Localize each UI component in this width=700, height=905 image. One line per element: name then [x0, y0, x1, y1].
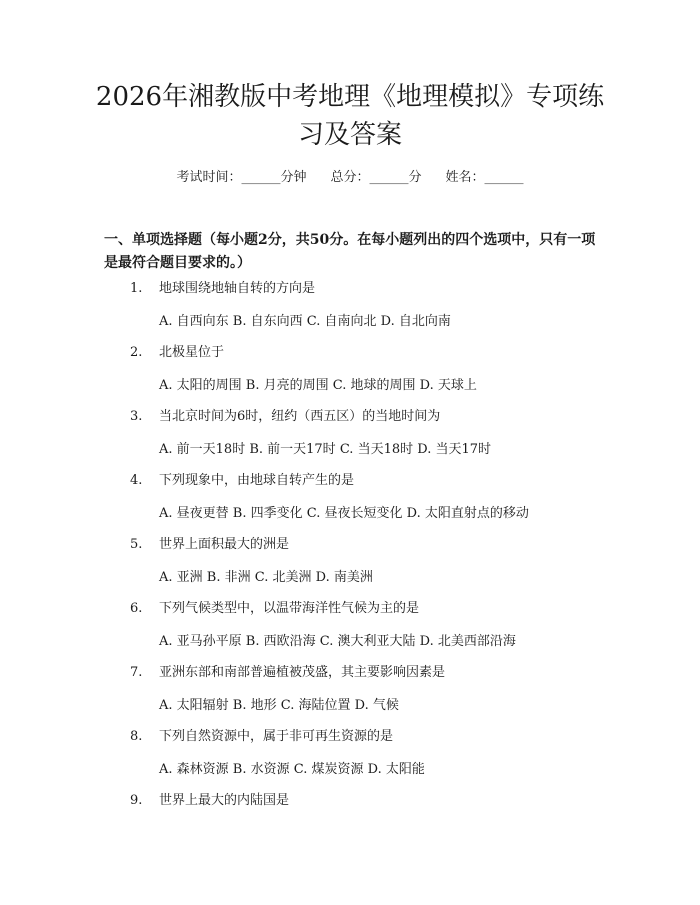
question-options: A. 森林资源 B. 水资源 C. 煤炭资源 D. 太阳能 [159, 762, 425, 777]
question-text: 亚洲东部和南部普遍植被茂盛，其主要影响因素是 [159, 665, 446, 680]
question-7 [0, 663, 700, 727]
student-name-field: 姓名：______ [445, 170, 524, 185]
question-text: 下列自然资源中，属于非可再生资源的是 [159, 729, 394, 744]
question-number: 1. [130, 281, 143, 296]
question-list [0, 279, 700, 855]
question-1 [0, 279, 700, 343]
question-stem [130, 471, 354, 491]
question-9 [0, 791, 700, 855]
exam-time-field: 考试时间：______分钟 [176, 170, 307, 185]
question-options: A. 太阳辐射 B. 地形 C. 海陆位置 D. 气候 [159, 698, 399, 713]
question-options: A. 亚洲 B. 非洲 C. 北美洲 D. 南美洲 [159, 570, 373, 585]
exam-meta [0, 168, 700, 188]
question-stem [130, 663, 445, 683]
question-stem [130, 791, 289, 811]
question-options: A. 太阳的周围 B. 月亮的周围 C. 地球的周围 D. 天球上 [159, 378, 477, 393]
question-8 [0, 727, 700, 791]
question-stem [130, 279, 315, 299]
question-6 [0, 599, 700, 663]
question-options: A. 前一天18时 B. 前一天17时 C. 当天18时 D. 当天17时 [159, 442, 492, 457]
section-heading: 一、单项选择题（每小题2分，共50分。在每小题列出的四个选项中，只有一项是最符合题目要求的。） [104, 232, 596, 271]
question-stem [130, 343, 224, 363]
question-number: 6. [130, 601, 143, 616]
question-stem [130, 727, 393, 747]
question-5 [0, 535, 700, 599]
question-text: 当北京时间为6时，纽约（西五区）的当地时间为 [159, 409, 441, 424]
question-options: A. 亚马孙平原 B. 西欧沿海 C. 澳大利亚大陆 D. 北美西部沿海 [159, 634, 516, 649]
question-text: 地球围绕地轴自转的方向是 [159, 281, 316, 296]
question-text: 下列现象中，由地球自转产生的是 [159, 473, 355, 488]
question-number: 2. [130, 345, 143, 360]
question-number: 3. [130, 409, 143, 424]
question-stem [130, 407, 440, 427]
question-stem [130, 599, 419, 619]
question-text: 北极星位于 [159, 345, 225, 360]
question-options: A. 昼夜更替 B. 四季变化 C. 昼夜长短变化 D. 太阳直射点的移动 [159, 506, 529, 521]
question-number: 4. [130, 473, 143, 488]
question-number: 8. [130, 729, 143, 744]
question-text: 世界上面积最大的洲是 [159, 537, 290, 552]
question-4 [0, 471, 700, 535]
question-number: 5. [130, 537, 143, 552]
question-text: 世界上最大的内陆国是 [159, 793, 290, 808]
document-title: 2026年湘教版中考地理《地理模拟》专项练习及答案 [95, 82, 605, 150]
question-2 [0, 343, 700, 407]
question-3 [0, 407, 700, 471]
question-stem [130, 535, 289, 555]
question-number: 9. [130, 793, 143, 808]
question-options: A. 自西向东 B. 自东向西 C. 自南向北 D. 自北向南 [159, 314, 451, 329]
total-score-field: 总分：______分 [330, 170, 422, 185]
question-text: 下列气候类型中，以温带海洋性气候为主的是 [159, 601, 420, 616]
question-number: 7. [130, 665, 143, 680]
